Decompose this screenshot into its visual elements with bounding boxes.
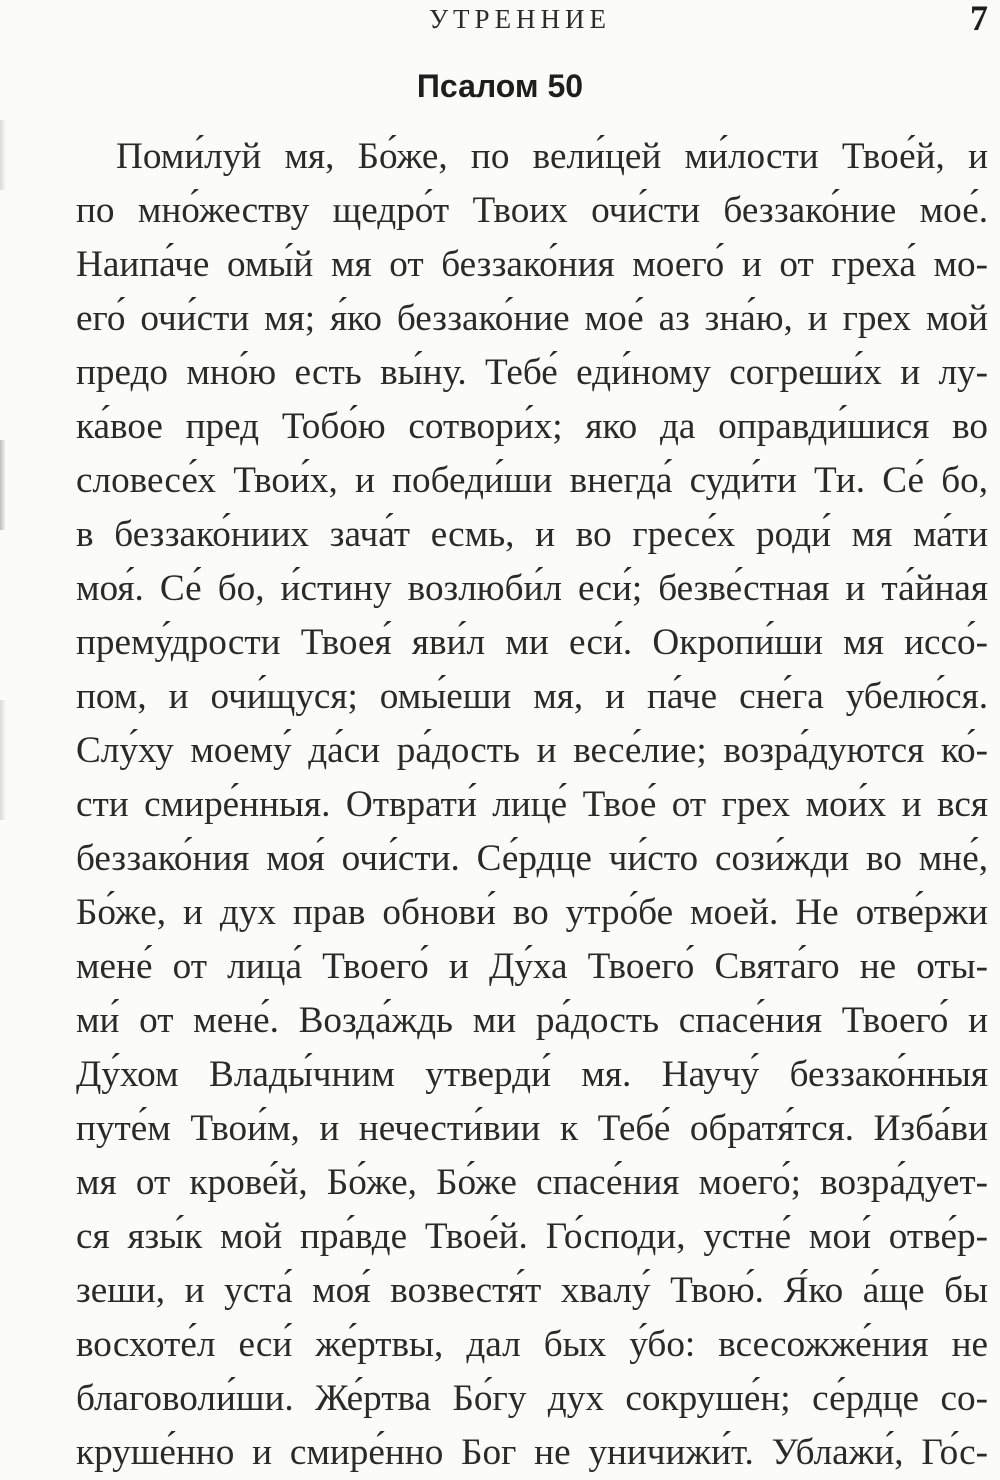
text-line: Наипа́че омы́й мя от беззако́ния моего́ и от греха́ мо- [76,244,988,285]
psalm-title: Псалом 50 [416,68,584,104]
page-edge-shadow [0,120,6,190]
text-line: Ду́хом Влады́чним утверди́ мя. Научу́ беззако́нныя [76,1054,988,1095]
text-line: его́ очи́сти мя; я́ко беззако́ние мое́ аз зна́ю, и грех мой [76,298,988,339]
page-number: 7 [970,0,988,38]
text-line: ка́вое пред Тобо́ю сотвори́х; яко да оправди́шися во [76,406,988,447]
text-line: словесе́х Твои́х, и победи́ши внегда́ суди́ти Ти. Се́ бо, [76,460,988,501]
text-line: Бо́же, и дух прав обнови́ во утро́бе моей. Не отве́ржи [76,892,988,933]
text-line: мене́ от лица́ Твоего́ и Ду́ха Твоего́ Свята́го не оты- [76,946,988,987]
running-title: УТРЕННИЕ [428,4,612,34]
text-line: по мно́жеству щедро́т Твоих очи́сти беззако́ние мое́. [76,190,988,231]
text-line: путе́м Твои́м, и нечести́вии к Тебе́ обратя́тся. Изба́ви [76,1108,988,1149]
text-line: восхоте́л еси́ же́ртвы, дал бых у́бо: всесожже́ния не [76,1324,988,1365]
text-line: прему́дрости Твоея́ яви́л ми еси́. Окропи́ши мя иссо́- [76,622,988,663]
text-line: зеши, и уста́ моя́ возвестя́т хвалу́ Твою́. Я́ко а́ще бы [76,1270,988,1311]
text-line: мя от крове́й, Бо́же, Бо́же спасе́ния моего́; возра́дует- [76,1162,988,1203]
page-edge-shadow [0,700,6,820]
psalm-text [76,130,988,1480]
text-line: моя́. Се́ бо, и́стину возлюби́л еси́; безве́стная и та́йная [76,568,988,609]
running-header [0,0,1000,40]
text-line: благоволи́ши. Же́ртва Бо́гу дух сокруше́н; се́рдце со- [76,1378,988,1419]
text-line: сти смире́нныя. Отврати́ лице́ Твое́ от грех мои́х и вся [76,784,988,825]
text-line: в беззако́ниих зача́т есмь, и во гресе́х роди́ мя ма́ти [76,514,988,555]
text-line: пом, и очи́щуся; омы́еши мя, и па́че сне́га убелю́ся. [76,676,988,717]
text-line: Слу́ху моему́ да́си ра́дость и весе́лие; возра́дуются ко́- [76,730,988,771]
text-line: Поми́луй мя, Бо́же, по вели́цей ми́лости Твое́й, и [116,136,988,177]
text-line: беззако́ния моя́ очи́сти. Се́рдце чи́сто сози́жди во мне́, [76,838,988,879]
page-edge-shadow [0,440,6,530]
text-line: ми́ от мене́. Возда́ждь ми ра́дость спасе́ния Твоего́ и [76,1000,988,1041]
text-line: ся язы́к мой пра́вде Твое́й. Го́споди, устне́ мои́ отве́р- [76,1216,988,1257]
text-line: предо мно́ю есть вы́ну. Тебе́ еди́ному согреши́х и лу- [76,352,988,393]
text-line: круше́нно и смире́нно Бог не уничижи́т. Ублажи́, Го́с- [76,1432,988,1473]
